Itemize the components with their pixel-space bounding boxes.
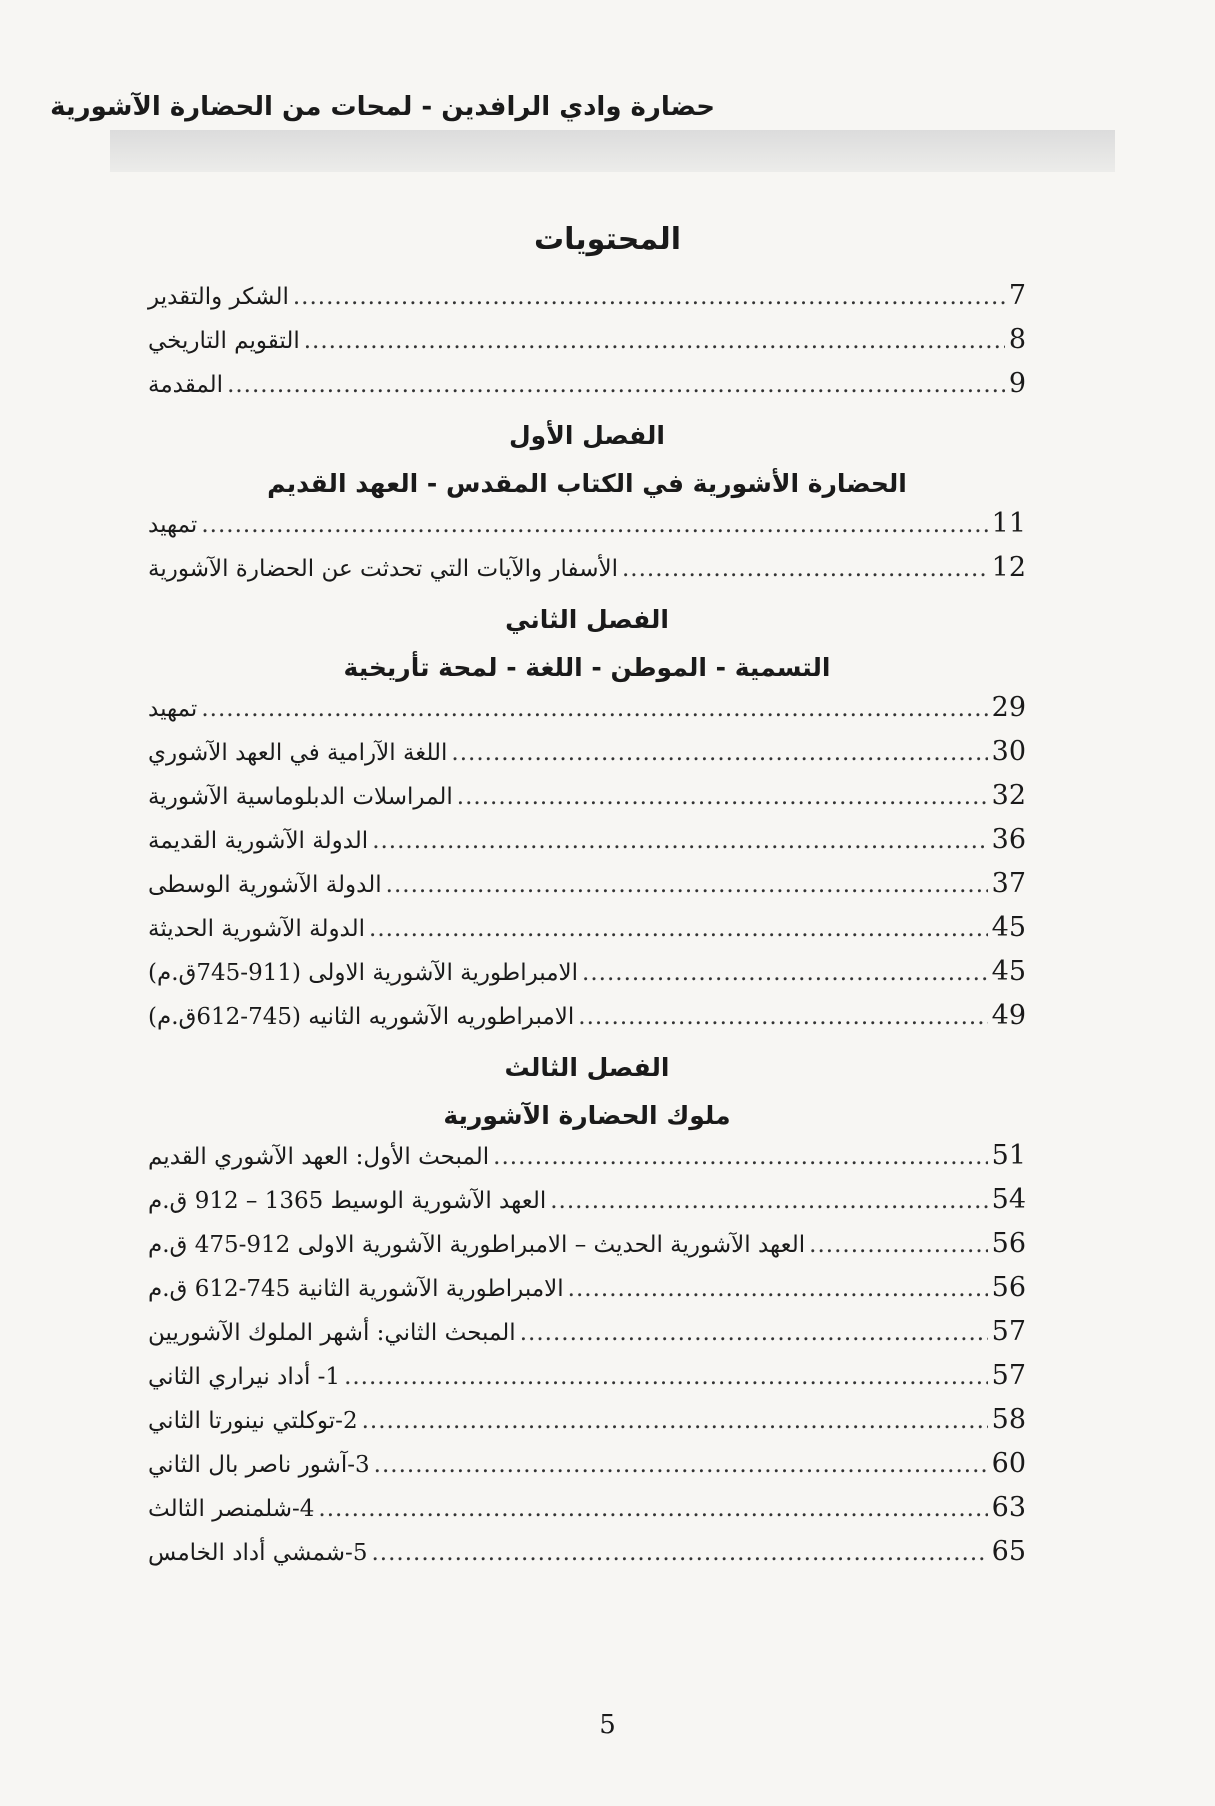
toc-entry-page: 30 [991,736,1026,767]
dot-leader [386,872,988,898]
toc-title: المحتويات [533,222,681,257]
toc-entry-label: اللغة الآرامية في العهد الآشوري [148,740,448,766]
toc-entry-label: الشكر والتقدير [148,284,289,310]
toc-entry-label: المقدمة [148,372,224,398]
toc-entry [148,368,1026,412]
dot-leader [227,372,1005,398]
toc-entry-label: الدولة الآشورية الوسطى [148,872,382,898]
dot-leader [520,1320,988,1346]
chapter-heading: الحضارة الأشورية في الكتاب المقدس - العهد القديم [267,469,907,498]
dot-leader [457,784,988,810]
chapter-heading: الفصل الثاني [505,605,669,634]
running-header: حضارة وادي الرافدين - لمحات من الحضارة الآشورية [50,92,715,122]
toc-entry [148,736,1026,780]
dot-leader [493,1144,988,1170]
toc-entry-page: 51 [991,1140,1026,1171]
dot-leader [809,1232,988,1258]
toc-entry [148,1316,1026,1360]
dot-leader [550,1188,987,1214]
toc-entry-page: 57 [991,1316,1026,1347]
dot-leader [304,328,1005,354]
toc-entry-page: 12 [991,552,1026,583]
dot-leader [344,1364,988,1390]
chapter-heading: الفصل الأول [508,421,666,450]
dot-leader [362,1408,988,1434]
dot-leader [293,284,1005,310]
toc-entry-page: 65 [991,1536,1026,1567]
dot-leader [372,828,987,854]
toc-entry-page: 58 [991,1404,1026,1435]
toc-entry-label: التقويم التاريخي [148,328,300,354]
toc-entry-label: العهد الآشورية الحديث – الامبراطورية الآشورية الاولى 912-475 ق.م [148,1232,806,1258]
toc-entry-page: 11 [991,508,1026,539]
toc-entry [148,868,1026,912]
toc-entry-page: 49 [991,1000,1026,1031]
toc-entry [148,956,1026,1000]
toc-entry-page: 9 [1008,368,1026,399]
dot-leader [371,1540,987,1566]
toc-entry-page: 60 [991,1448,1026,1479]
dot-leader [622,556,988,582]
toc-entry [148,1360,1026,1404]
dot-leader [582,960,988,986]
toc-entry-page: 56 [991,1272,1026,1303]
toc-entry-label: 4-شلمنصر الثالث [148,1496,315,1522]
toc-entry-label: تمهيد [148,512,198,538]
toc-entry-label: الامبراطوريه الآشوريه الثانيه (745-612ق.م) [148,1004,575,1030]
toc-entry-page: 36 [991,824,1026,855]
toc-entry [148,780,1026,824]
toc-entry-page: 29 [991,692,1026,723]
toc-entry [148,1000,1026,1044]
toc-entry-label: المبحث الأول: العهد الآشوري القديم [148,1144,490,1170]
toc-entry-label: 1- أداد نيراري الثاني [148,1364,341,1390]
toc-entry-page: 63 [991,1492,1026,1523]
toc-entry [148,324,1026,368]
toc-entry-label: 2-توكلتي نينورتا الثاني [148,1408,358,1434]
toc-entry-label: الدولة الآشورية القديمة [148,828,369,854]
header-band [110,130,1115,172]
toc-entry-label: تمهيد [148,696,198,722]
toc-entry [148,552,1026,596]
dot-leader [201,696,987,722]
toc-entry [148,1228,1026,1272]
dot-leader [369,916,988,942]
toc-entry-label: 3-آشور ناصر بال الثاني [148,1452,370,1478]
toc-entry-label: العهد الآشورية الوسيط 1365 – 912 ق.م [148,1188,547,1214]
toc-entry [148,692,1026,736]
dot-leader [374,1452,988,1478]
toc-entry [148,280,1026,324]
toc-entry [148,1184,1026,1228]
dot-leader [201,512,987,538]
chapter-heading: الفصل الثالث [504,1053,670,1082]
toc-entry [148,912,1026,956]
toc-entry-page: 37 [991,868,1026,899]
toc-entry-page: 8 [1008,324,1026,355]
toc-entry-label: الامبراطورية الآشورية الاولى (911-745ق.م) [148,960,579,986]
dot-leader [451,740,987,766]
page-number: 5 [599,1710,616,1740]
dot-leader [568,1276,988,1302]
toc-entry-page: 56 [991,1228,1026,1259]
toc-entry [148,1140,1026,1184]
toc-entry [148,1404,1026,1448]
toc-entry-page: 32 [991,780,1026,811]
toc-entry [148,508,1026,552]
toc-entry [148,824,1026,868]
dot-leader [578,1004,987,1030]
toc-entry-page: 45 [991,956,1026,987]
toc-entry-page: 57 [991,1360,1026,1391]
chapter-heading: التسمية - الموطن - اللغة - لمحة تأريخية [343,653,831,682]
toc-entry [148,1448,1026,1492]
toc-entry-page: 45 [991,912,1026,943]
dot-leader [318,1496,987,1522]
toc-entry-label: الامبراطورية الآشورية الثانية 745-612 ق.م [148,1276,564,1302]
toc-entry [148,1536,1026,1580]
toc-entry-page: 54 [991,1184,1026,1215]
toc-entry-label: 5-شمشي أداد الخامس [148,1540,368,1566]
toc-entry [148,1272,1026,1316]
table-of-contents [148,280,1026,1580]
toc-entry-label: الأسفار والآيات التي تحدثت عن الحضارة الآشورية [148,556,618,582]
toc-entry-label: الدولة الآشورية الحديثة [148,916,366,942]
toc-entry [148,1492,1026,1536]
toc-entry-label: المبحث الثاني: أشهر الملوك الآشوريين [148,1320,516,1346]
toc-entry-label: المراسلات الدبلوماسية الآشورية [148,784,453,810]
chapter-heading: ملوك الحضارة الآشورية [443,1101,731,1130]
toc-entry-page: 7 [1008,280,1026,311]
